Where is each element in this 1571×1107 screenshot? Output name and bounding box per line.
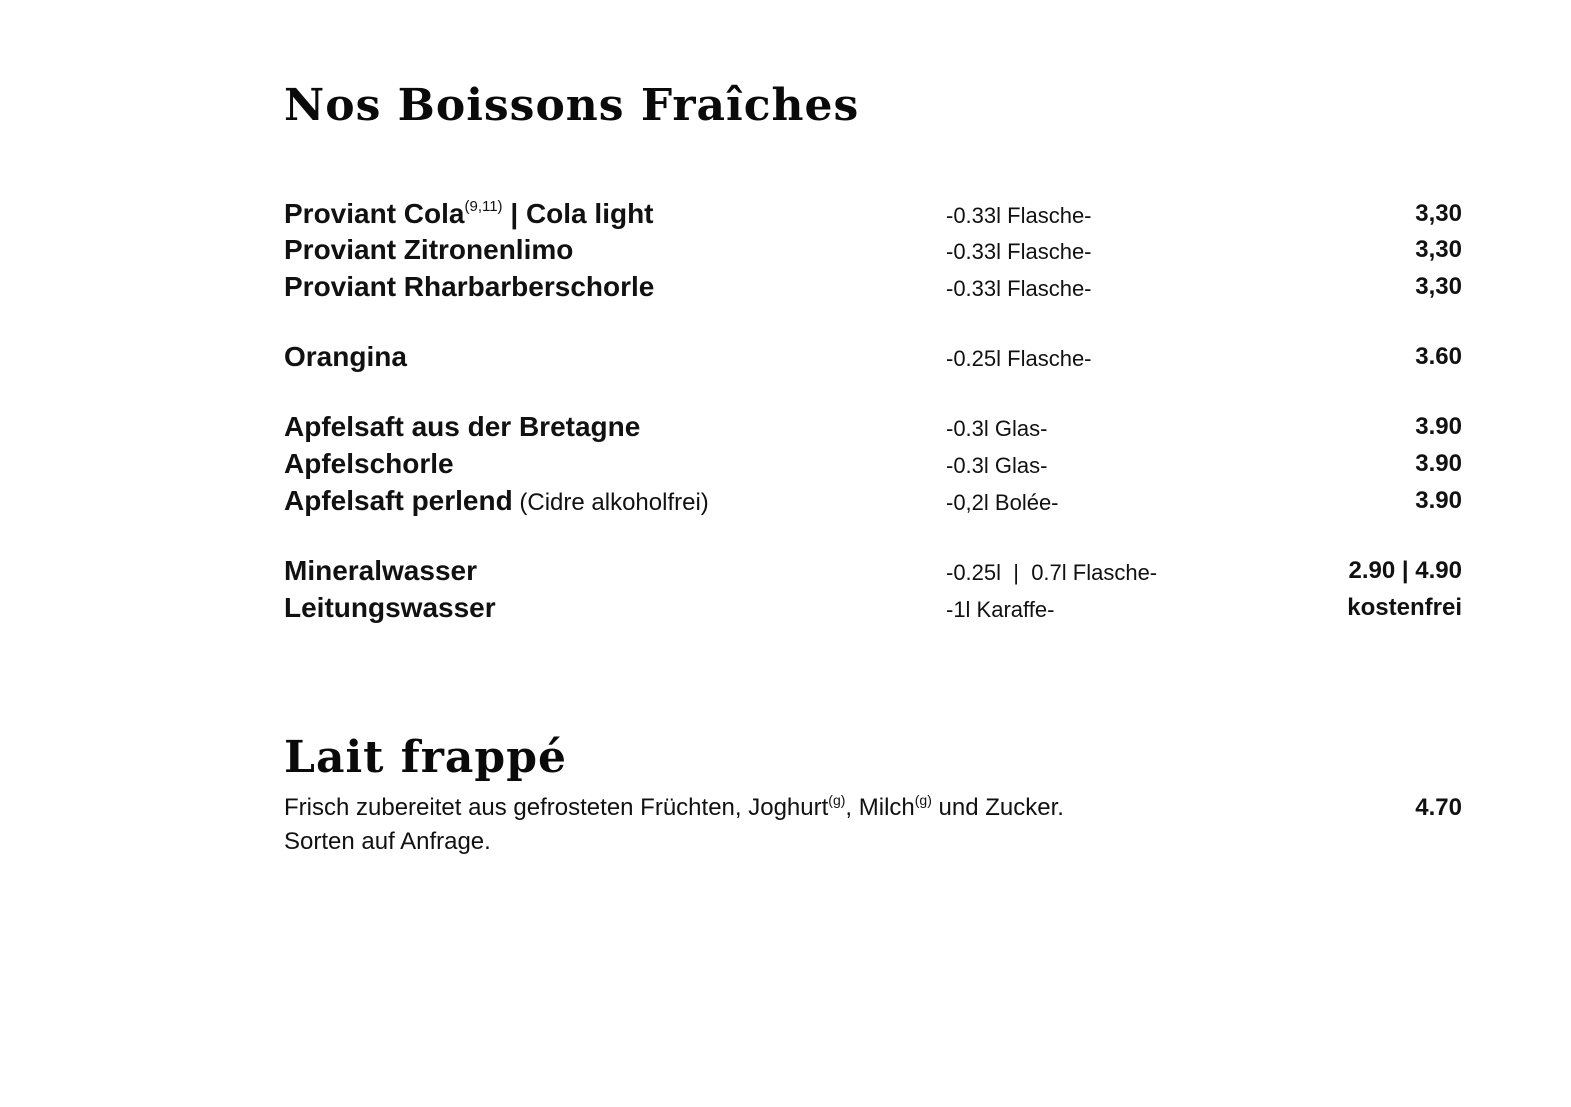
item-name: Proviant Rharbarberschorle <box>284 271 655 302</box>
item-name: Apfelsaft perlend (Cidre alkoholfrei) <box>284 485 709 516</box>
menu-item-row <box>284 447 1462 483</box>
item-price: 3.60 <box>1415 343 1462 370</box>
item-price: 3,30 <box>1415 200 1462 227</box>
menu-item-row <box>284 591 1462 627</box>
item-size: -1l Karaffe- <box>946 597 1055 622</box>
description-line: Frisch zubereitet aus gefrosteten Früchten, Joghurt$^{(g)}$, Milch$^{(g)}$ und Zucker. <box>284 792 1064 821</box>
item-size: -0.33l Flasche- <box>946 276 1092 301</box>
item-size: -0.3l Glas- <box>946 416 1048 441</box>
item-size: -0,2l Bolée- <box>946 490 1059 515</box>
allergen-note: (g) <box>828 792 846 808</box>
item-size: -0.33l Flasche- <box>946 239 1092 264</box>
lait-frappe-description <box>284 791 1184 859</box>
item-name: Mineralwasser <box>284 555 477 586</box>
item-price: 3.90 <box>1415 450 1462 477</box>
menu-item-row <box>284 270 1462 306</box>
item-price: 3.90 <box>1415 413 1462 440</box>
menu-item-row <box>284 197 1462 233</box>
allergen-note: (9,11) <box>464 198 503 215</box>
allergen-note: (g) <box>914 792 932 808</box>
item-name: Proviant Zitronenlimo <box>284 234 574 265</box>
section-title-lait-frappe: Lait frappé <box>284 732 567 783</box>
item-price: kostenfrei <box>1347 594 1462 621</box>
item-size: -0.3l Glas- <box>946 453 1048 478</box>
item-size: -0.25l Flasche- <box>946 346 1092 371</box>
description-line: Sorten auf Anfrage. <box>284 828 491 855</box>
item-price: 2.90 | 4.90 <box>1348 557 1462 584</box>
item-size: -0.25l | 0.7l Flasche- <box>946 560 1158 585</box>
item-size: -0.33l Flasche- <box>946 203 1092 228</box>
section-title-boissons: Nos Boissons Fraîches <box>284 80 860 131</box>
menu-item-row <box>284 340 1462 376</box>
menu-item-row <box>284 554 1462 590</box>
item-name: Proviant Cola$^{(9,11)}$ | Cola light <box>284 198 654 229</box>
item-price: 3.90 <box>1415 487 1462 514</box>
item-note: (Cidre alkoholfrei) <box>512 489 709 516</box>
item-price: 3,30 <box>1415 236 1462 263</box>
menu-item-row <box>284 410 1462 446</box>
item-name: Orangina <box>284 341 407 372</box>
item-price: 3,30 <box>1415 273 1462 300</box>
lait-frappe-price: 4.70 <box>1415 794 1462 821</box>
menu-item-row <box>284 233 1462 269</box>
item-name: Leitungswasser <box>284 592 496 623</box>
item-name: Apfelschorle <box>284 448 454 479</box>
menu-item-row <box>284 484 1462 520</box>
item-name: Apfelsaft aus der Bretagne <box>284 411 641 442</box>
